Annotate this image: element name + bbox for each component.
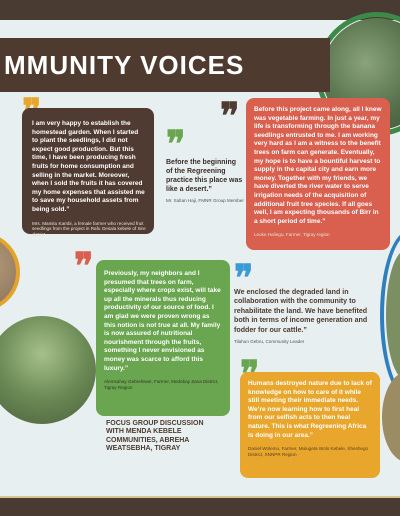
bottom-strip (0, 498, 400, 516)
quote-credit: Leoke Hailegu, Farmer, Tigray region (254, 232, 330, 238)
photo-person-left (0, 232, 20, 312)
quote-credit: Alemsahay Gebrehiwet, Farmer, Medebay Zana District, Tigray Region (104, 379, 219, 390)
page-title: MMUNITY VOICES (4, 50, 245, 80)
quote-text: Humans destroyed nature due to lack of knowledge on how to care of it while still meeting their immediate needs. We’re now learning how to first heal from our selfish acts to then heal nature. This is what Regreening Africa is doing in our area.” (248, 380, 372, 439)
quote-text: Before the beginning of the Regreening practice this place was like a desert.” (166, 159, 243, 193)
quote-block-5 (234, 288, 374, 345)
quote-credit: Tilahun Gebru, Community Leader (234, 339, 305, 345)
quote-mark-icon: ❞ (74, 245, 94, 287)
focus-group-caption: FOCUS GROUP DISCUSSION WITH MENDA KEBELE COMMUNITIES, ABREHA WEATSEBHA, TIGRAY (106, 420, 204, 453)
quote-block-2 (166, 158, 244, 204)
quote-mark-icon: ❞ (234, 257, 254, 299)
quote-mark-icon: ❞ (220, 95, 240, 137)
quote-credit: Mrs. Mamitu Kambi, a female farmer who received fruit seedlings from the project in Rafu Gesala kebele of Sire district (32, 220, 146, 237)
quote-card-1 (22, 108, 154, 237)
quote-text: Before this project came along, all I knew was vegetable farming. In just a year, my life is transforming through the banana seedlings entrusted to me. I am working very hard as I am a witness to the benefit trees on farm can generate. Eventually, my hope is to have a bountiful harvest to supply in the capital city and earn more money. Together with my friends, we have diverted the river water to serve irrigation needs of the acquisition of additional fruit tree species. If all goes well, I am expecting thousands of Birr in a short period of time.” (254, 106, 382, 225)
quote-card-4 (96, 260, 230, 416)
quote-text: We enclosed the degraded land in collaboration with the community to rehabilitate the land. We have benefited both in terms of income generation and fodder for our cattle.” (234, 288, 368, 334)
photo-bottom-right (382, 372, 400, 462)
quote-card-3 (246, 98, 390, 250)
quote-card-6 (240, 372, 380, 478)
quote-text: I am very happy to establish the homestead garden. When I started to plant the seedlings, I did not expect good production. But this time, I have been producing fresh fruits for home consumption and selling in the market. Moreover, when I sold the fruits it has covered my home expenses that assisted me to save my household assets from being sold.” (32, 120, 145, 213)
photo-focus-group (0, 316, 96, 424)
quote-mark-icon: ❞ (166, 123, 186, 165)
quote-credit: Daniel Wolemu, Farmer, Mulugeta Wolo Kebele, Sheshego District, SNNPR Region (248, 446, 369, 457)
quote-text: Previously, my neighbors and I presumed that trees on farm, especially where crops exist, will take up all the minerals thus reducing productivity of our source of food. I am glad we were proven wrong as this notion is not true at all. My family is now assured of nutritional nourishment through the fruits, something I never envisioned as money was scarce to afford this luxury.” (104, 270, 221, 372)
quote-credit: Mr. Sultan Haji, FMNR Group Member (166, 198, 244, 203)
top-strip (0, 0, 400, 20)
